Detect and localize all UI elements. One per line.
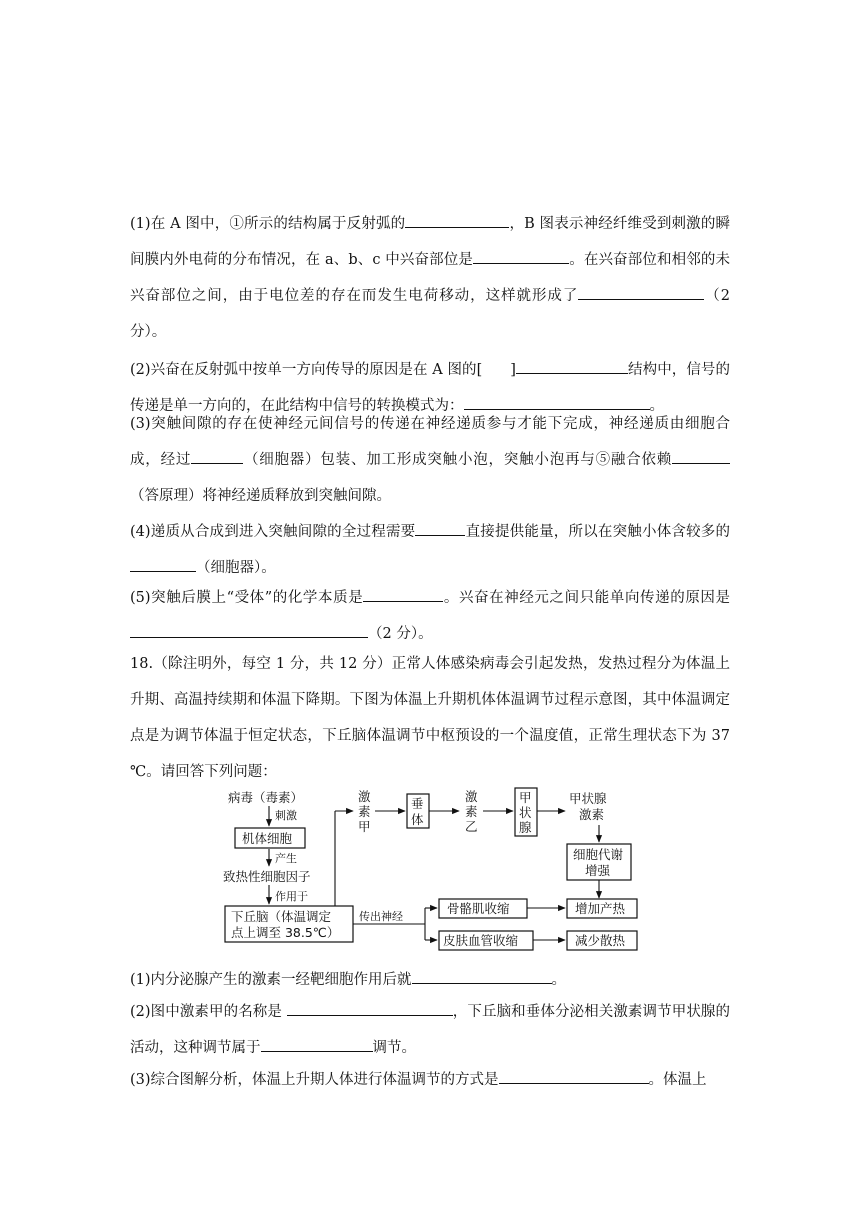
stimulate-label: 刺激 (275, 809, 297, 822)
q17-part3: (3)突触间隙的存在使神经元间信号的传递在神经递质参与才能下完成，神经递质由细胞合成，经过 （细胞器）包装、加工形成突触小泡，突触小泡再与⑤融合依赖（答原理）将神经递质释放到突触间隙。 (130, 416, 730, 504)
virus-label: 病毒（毒素） (228, 790, 304, 805)
answer-blank[interactable] (672, 449, 730, 464)
thermoregulation-diagram (215, 784, 655, 952)
answer-blank[interactable] (405, 213, 509, 228)
answer-blank[interactable] (473, 249, 569, 264)
answer-blank[interactable] (130, 623, 368, 638)
answer-blank[interactable] (363, 587, 443, 602)
q17-part1: (1)在 A 图中，①所示的结构属于反射弧的 ，B 图表示神经纤维受到刺激的瞬间膜内外电荷的分布情况，在 a、b、c 中兴奋部位是 。在兴奋部位和相邻的未兴奋部位之间，由于电位差的存在而发生电荷移动，这样就形成了 （2 分）。 (130, 206, 730, 350)
answer-blank[interactable] (130, 557, 196, 572)
heat-up-label: 增加产热 (575, 901, 626, 916)
muscle-label: 骨骼肌收缩 (447, 901, 510, 916)
vessel-label: 皮肤血管收缩 (443, 933, 519, 948)
acts-on-label: 作用于 (275, 890, 308, 903)
q18-part3: (3)综合图解分析，体温上升期人体进行体温调节的方式是 。体温上 (130, 1062, 730, 1098)
efferent-label: 传出神经 (359, 910, 403, 923)
hormone-a-2: 素 (358, 804, 371, 819)
metabolism-2: 增强 (585, 863, 611, 878)
answer-blank[interactable] (261, 1037, 373, 1052)
answer-blank[interactable] (191, 449, 243, 464)
thyroid-3: 腺 (519, 820, 532, 835)
thyroid-2: 状 (519, 805, 532, 820)
q17-part5: (5)突触后膜上“受体”的化学本质是 。兴奋在神经元之间只能单向传递的原因是（2 分）。 (130, 580, 730, 652)
hormone-b-3: 乙 (465, 819, 478, 834)
answer-blank[interactable] (287, 1001, 453, 1016)
pituitary-1: 垂 (411, 796, 424, 811)
q17-part2: (2)兴奋在反射弧中按单一方向传导的原因是在 A 图的[ ] 结构中，信号的传递是单一方向的，在此结构中信号的转换模式为： 。 (130, 352, 730, 424)
hypothalamus-line1: 下丘脑（体温调定 (231, 909, 332, 924)
answer-blank[interactable] (499, 1069, 649, 1084)
q18-intro: 18.（除注明外，每空 1 分，共 12 分）正常人体感染病毒会引起发热，发热过程分为体温上升期、高温持续期和体温下降期。下图为体温上升期机体体温调节过程示意图，其中体温调定点是为调节体温于恒定状态，下丘脑体温调节中枢预设的一个温度值，正常生理状态下为 37 ℃。请回答下列问题： (130, 656, 730, 780)
answer-blank[interactable] (415, 521, 465, 536)
answer-blank[interactable] (516, 359, 628, 374)
thyroid-1: 甲 (519, 790, 532, 805)
q18-part1: (1)内分泌腺产生的激素一经靶细胞作用后就 。 (130, 962, 730, 998)
hormone-a-3: 甲 (358, 819, 371, 834)
pyrogen-label: 致热性细胞因子 (223, 869, 311, 884)
hypothalamus-line2: 点上调至 38.5℃） (231, 925, 340, 940)
hormone-b-1: 激 (465, 789, 478, 804)
hormone-b-2: 素 (465, 804, 478, 819)
thyroid-hormone-1: 甲状腺 (569, 791, 607, 806)
answer-blank-bracket[interactable] (482, 360, 510, 374)
answer-blank[interactable] (412, 969, 552, 984)
metabolism-1: 细胞代谢 (573, 847, 624, 862)
produce-label: 产生 (275, 852, 297, 865)
q17-part4: (4)递质从合成到进入突触间隙的全过程需要 直接提供能量，所以在突触小体含较多的（细胞器）。 (130, 514, 730, 586)
pituitary-2: 体 (411, 812, 424, 827)
body-cell-label: 机体细胞 (242, 831, 293, 846)
q18-part2: (2)图中激素甲的名称是 ，下丘脑和垂体分泌相关激素调节甲状腺的活动，这种调节属于 调节。 (130, 994, 730, 1066)
answer-blank[interactable] (578, 285, 704, 300)
hormone-a-1: 激 (358, 789, 371, 804)
heat-down-label: 减少散热 (575, 933, 626, 948)
thyroid-hormone-2: 激素 (579, 807, 605, 822)
